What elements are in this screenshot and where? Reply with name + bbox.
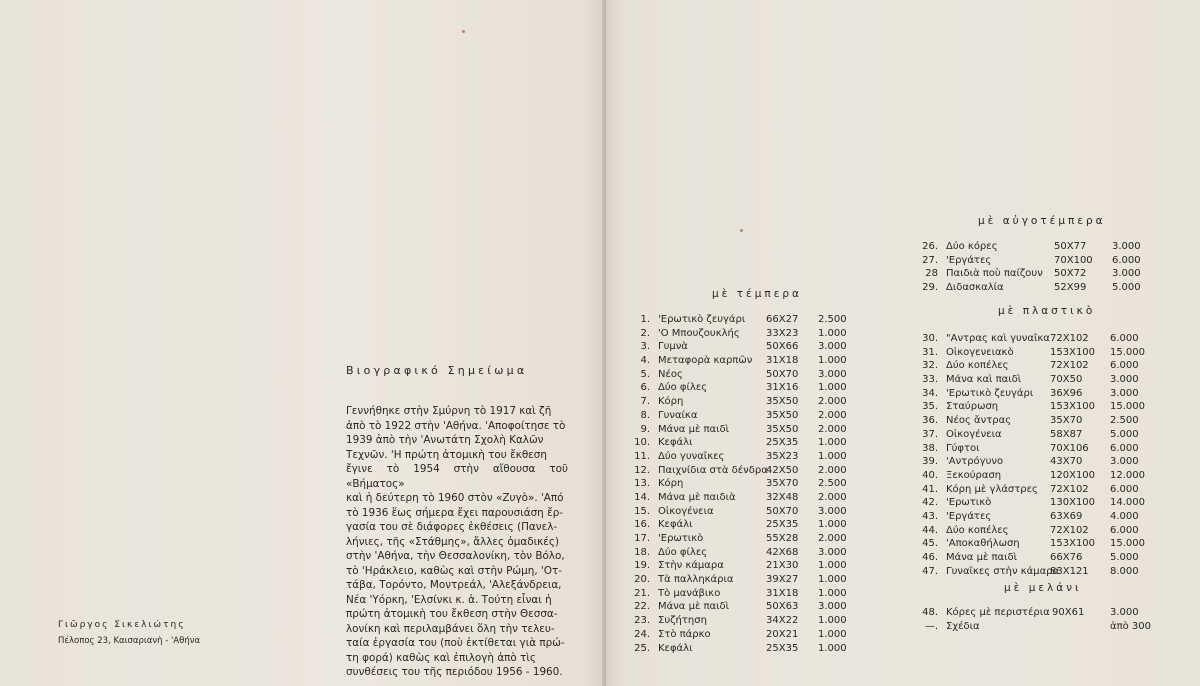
artwork-row xyxy=(914,414,1194,428)
artwork-title: Δύο φίλες xyxy=(658,382,708,394)
section-title-melani: μὲ μελάνι xyxy=(1004,582,1082,594)
artwork-row xyxy=(626,505,876,519)
artwork-price: 1.000 xyxy=(818,519,847,531)
artwork-title: Γυμνὰ xyxy=(658,341,688,353)
artwork-row xyxy=(626,395,876,409)
artwork-title: Παιχνίδια στὰ δένδρα xyxy=(658,464,768,476)
artwork-number: 17. xyxy=(634,533,650,544)
artwork-price: 2.500 xyxy=(1110,415,1139,427)
artwork-price: 1.000 xyxy=(818,327,847,339)
artwork-size: 50X66 xyxy=(766,341,799,353)
artwork-number: 7. xyxy=(640,396,650,408)
artwork-price: 4.000 xyxy=(1110,510,1139,522)
artwork-number: 31. xyxy=(922,346,938,358)
artwork-price: 2.000 xyxy=(818,423,847,435)
artwork-number: 16. xyxy=(634,519,650,531)
bio-line: πρώτη ἀτομικὴ του ἔκθεση στὴν Θεσσα- xyxy=(346,608,558,620)
artwork-size: 43X70 xyxy=(1050,456,1083,468)
section-title-tempera: μὲ τέμπερα xyxy=(712,288,802,300)
artwork-number: 44. xyxy=(922,524,938,536)
artwork-price: 1.000 xyxy=(818,560,847,572)
artwork-price: 12.000 xyxy=(1110,469,1145,481)
artwork-title: Τὸ μανάβικο xyxy=(658,587,721,599)
artwork-size: 35X23 xyxy=(766,450,799,462)
artwork-title: Μάνα καὶ παιδὶ xyxy=(946,374,1022,386)
artwork-row xyxy=(626,491,876,505)
artwork-number: 34. xyxy=(922,387,938,399)
artwork-size: 72X102 xyxy=(1050,333,1089,344)
artwork-row xyxy=(914,455,1194,469)
artwork-title: Στὸ πάρκο xyxy=(658,628,711,640)
bio-line: τάβα, Τορόντο, Μοντρεάλ, 'Αλεξάνδρεια, xyxy=(346,579,562,591)
artwork-number: 36. xyxy=(922,415,938,427)
artwork-title: Δύο κοπέλες xyxy=(946,524,1009,536)
artwork-number: 27. xyxy=(922,254,938,266)
artwork-price: 6.000 xyxy=(1110,442,1139,454)
artwork-size: 39X27 xyxy=(766,574,799,586)
artwork-price: 3.000 xyxy=(1110,456,1139,468)
artwork-title: Νέος xyxy=(658,368,683,380)
artwork-price: 2.000 xyxy=(818,491,847,503)
artwork-price: 5.000 xyxy=(1110,552,1139,563)
artwork-row xyxy=(626,409,876,423)
artwork-row xyxy=(626,477,876,491)
section-title-aftotempera: μὲ αὐγοτέμπερα xyxy=(978,215,1106,227)
artwork-title: 'Ερωτικὸ xyxy=(658,533,704,544)
artwork-number: 22. xyxy=(634,601,650,613)
ink-spot xyxy=(740,229,743,232)
artwork-title: 'Ερωτικὸ xyxy=(946,497,992,509)
artwork-size: 35X70 xyxy=(766,478,799,490)
bio-line: λονίκη καὶ περιλαμβάνει ὅλη τὴν τελευ- xyxy=(346,622,555,635)
artwork-price: 15.000 xyxy=(1110,401,1145,413)
artwork-row xyxy=(626,450,876,464)
artwork-number: 30. xyxy=(922,333,938,344)
artwork-number: 46. xyxy=(922,552,938,563)
artwork-price: 1.000 xyxy=(818,437,847,449)
artwork-row xyxy=(626,381,876,395)
artwork-number: 11. xyxy=(634,450,650,462)
artwork-size: 50X77 xyxy=(1054,241,1087,252)
artwork-title: Κεφάλι xyxy=(658,642,693,654)
artwork-row xyxy=(626,327,876,341)
bio-title: Βιογραφικό Σημείωμα xyxy=(346,364,528,377)
list-tempera xyxy=(626,313,876,655)
artwork-size: 72X102 xyxy=(1050,360,1089,372)
artwork-price: 6.000 xyxy=(1110,483,1139,495)
artwork-title: Δύο φίλες xyxy=(658,546,708,558)
artwork-price: 1.000 xyxy=(818,587,847,599)
artwork-row xyxy=(914,267,1184,281)
artwork-size: 35X70 xyxy=(1050,415,1083,427)
artwork-size: 72X102 xyxy=(1050,524,1089,536)
artwork-row xyxy=(626,614,876,628)
bio-line: λήνιες, τῆς «Στάθμης», ἄλλες ὁμαδικές) xyxy=(346,535,560,548)
artwork-number: 13. xyxy=(634,478,650,490)
artwork-title: 'Ερωτικὸ ζευγάρι xyxy=(946,387,1034,399)
artwork-number: 15. xyxy=(634,505,650,517)
artwork-title: Γυναῖκες στὴν κάμαρα xyxy=(946,565,1060,577)
artwork-number: 35. xyxy=(922,401,938,413)
artwork-number: 12. xyxy=(634,464,650,476)
artwork-number: 32. xyxy=(922,360,938,372)
artwork-row xyxy=(914,551,1194,565)
artwork-row xyxy=(914,281,1184,295)
artwork-number: 9. xyxy=(640,423,650,435)
artwork-number: 3. xyxy=(640,341,650,353)
artwork-size: 25X35 xyxy=(766,437,799,449)
artwork-size: 25X35 xyxy=(766,519,799,531)
artwork-price: 2.000 xyxy=(818,396,847,408)
artwork-price: 3.000 xyxy=(1112,268,1141,280)
artwork-price: 6.000 xyxy=(1112,254,1141,266)
artwork-price: 2.500 xyxy=(818,478,847,490)
artwork-size: 130X100 xyxy=(1050,497,1096,509)
artwork-number: 42. xyxy=(922,497,938,509)
artwork-size: 33X23 xyxy=(766,327,799,339)
artwork-title: Κόρη xyxy=(658,478,684,490)
artwork-row xyxy=(626,587,876,601)
artwork-number: 6. xyxy=(640,382,650,394)
artwork-size: 153X100 xyxy=(1050,401,1096,413)
artwork-title: Δύο γυναῖκες xyxy=(658,450,725,462)
artwork-price: 3.000 xyxy=(818,505,847,517)
author-address: Πέλοπος 23, Καισαριανὴ - 'Αθήνα xyxy=(58,636,201,646)
ink-spot xyxy=(462,30,465,33)
artwork-title: Σταύρωση xyxy=(946,401,999,413)
artwork-row xyxy=(626,340,876,354)
artwork-size: 70X50 xyxy=(1050,374,1083,386)
artwork-number: 48. xyxy=(922,607,938,618)
artwork-size: 25X35 xyxy=(766,642,799,654)
artwork-number: 40. xyxy=(922,469,938,481)
bio-line: συνθέσεις του τῆς περιόδου 1956 - 1960. xyxy=(346,666,563,678)
artwork-title: 'Ερωτικὸ ζευγάρι xyxy=(658,314,746,325)
artwork-price: 8.000 xyxy=(1110,565,1139,577)
artwork-row xyxy=(626,518,876,532)
bio-line: γασία του σὲ διάφορες ἐκθέσεις (Πανελ- xyxy=(346,521,558,533)
artwork-price: 14.000 xyxy=(1110,497,1145,509)
artwork-row xyxy=(914,620,1194,634)
artwork-row xyxy=(914,400,1194,414)
artwork-size: 21X30 xyxy=(766,560,799,572)
artwork-price: 1.000 xyxy=(818,450,847,462)
artwork-size: 31X18 xyxy=(766,355,799,367)
artwork-title: 'Εργάτες xyxy=(946,254,992,266)
artwork-number: 28 xyxy=(925,268,938,280)
bio-line: τὸ 'Ηράκλειο, καθὼς καὶ στὴν Ρώμη, 'Οτ- xyxy=(346,564,562,577)
artwork-size: 50X70 xyxy=(766,505,799,517)
artwork-size: 90X61 xyxy=(1052,607,1085,618)
artwork-size: 35X50 xyxy=(766,423,799,435)
artwork-price: 6.000 xyxy=(1110,333,1139,344)
bio-line: 1939 ἀπὸ τὴν 'Ανωτάτη Σχολὴ Καλῶν xyxy=(346,434,544,446)
artwork-price: 2.000 xyxy=(818,533,847,544)
artwork-price: 3.000 xyxy=(1112,241,1141,252)
artwork-number: 4. xyxy=(640,355,650,367)
artwork-number: 29. xyxy=(922,282,938,294)
artwork-title: Δύο κόρες xyxy=(946,241,998,252)
artwork-title: Οἰκογένεια xyxy=(946,428,1002,440)
artwork-price: 3.000 xyxy=(818,341,847,353)
bio-line: Νέα 'Υόρκη, 'Ελσίνκι κ. ἁ. Τούτη εἶναι ἡ xyxy=(346,593,552,606)
artwork-title: 'Αποκαθήλωση xyxy=(946,538,1020,550)
artwork-row xyxy=(914,469,1194,483)
artwork-title: Μάνα μὲ παιδὶ xyxy=(658,423,730,435)
artwork-number: 18. xyxy=(634,546,650,558)
artwork-number: 8. xyxy=(640,409,650,421)
artwork-size: 50X63 xyxy=(766,601,799,613)
artwork-number: 33. xyxy=(922,374,938,386)
artwork-title: Τὰ παλληκάρια xyxy=(658,574,734,586)
artwork-number: 38. xyxy=(922,442,938,454)
artwork-size: 32X48 xyxy=(766,491,799,503)
artwork-size: 50X70 xyxy=(766,368,799,380)
artwork-row xyxy=(914,537,1194,551)
artwork-size: 35X50 xyxy=(766,409,799,421)
artwork-row xyxy=(914,442,1194,456)
artwork-size: 153X100 xyxy=(1050,538,1096,550)
artwork-price: 3.000 xyxy=(818,601,847,613)
artwork-size: 66X76 xyxy=(1050,552,1083,563)
artwork-row xyxy=(914,373,1194,387)
artwork-title: Κόρη μὲ γλάστρες xyxy=(946,483,1038,495)
artwork-number: 21. xyxy=(634,587,650,599)
artwork-row xyxy=(626,368,876,382)
artwork-row xyxy=(626,464,876,478)
artwork-row xyxy=(914,428,1194,442)
artwork-title: Κεφάλι xyxy=(658,437,693,449)
artwork-number: 19. xyxy=(634,560,650,572)
artwork-title: Μεταφορὰ καρπῶν xyxy=(658,355,753,367)
artwork-row xyxy=(914,346,1194,360)
artwork-title: Οἰκογένεια xyxy=(658,505,714,517)
artwork-row xyxy=(914,240,1184,254)
bio-line: Τεχνῶν. 'Η πρώτη ἀτομικὴ του ἔκθεση xyxy=(346,448,547,461)
artwork-number: 20. xyxy=(634,574,650,586)
artwork-number: 37. xyxy=(922,428,938,440)
artwork-title: 'Αντρόγυνο xyxy=(946,456,1004,468)
artwork-title: Κόρες μὲ περιστέρια xyxy=(946,607,1050,618)
artwork-size: 42X50 xyxy=(766,464,799,476)
artwork-size: 72X102 xyxy=(1050,483,1089,495)
artwork-row xyxy=(914,606,1194,620)
artwork-row xyxy=(626,532,876,546)
bio-line: τὸ 1936 ἕως σήμερα ἔχει παρουσιάση ἔρ- xyxy=(346,506,564,519)
artwork-size: 35X50 xyxy=(766,396,799,408)
bio-line: ἔγινε τὸ 1954 στὴν αἴθουσα τοῦ «Βήματος» xyxy=(346,463,568,490)
artwork-size: 31X18 xyxy=(766,587,799,599)
artwork-size: 36X96 xyxy=(1050,387,1083,399)
artwork-price: 2.000 xyxy=(818,409,847,421)
artwork-title: Οἰκογενειακὸ xyxy=(946,346,1014,358)
artwork-title: Σχέδια xyxy=(946,620,980,632)
artwork-title: Παιδιὰ ποὺ παίζουν xyxy=(946,268,1043,280)
artwork-price: ἀπὸ 300 xyxy=(1110,620,1151,632)
artwork-size: 50X72 xyxy=(1054,268,1087,280)
artwork-price: 1.000 xyxy=(818,615,847,627)
artwork-number: 41. xyxy=(922,483,938,495)
artwork-number: 47. xyxy=(922,565,938,577)
artwork-number: 1. xyxy=(640,314,650,325)
artwork-price: 3.000 xyxy=(1110,607,1139,618)
artwork-price: 1.000 xyxy=(818,628,847,640)
artwork-row xyxy=(914,359,1194,373)
artwork-row xyxy=(626,313,876,327)
artwork-number: 26. xyxy=(922,241,938,252)
artwork-price: 1.000 xyxy=(818,382,847,394)
artwork-size: 70X106 xyxy=(1050,442,1089,454)
artwork-title: Γύφτοι xyxy=(946,442,980,454)
artwork-number: 43. xyxy=(922,510,938,522)
artwork-row xyxy=(626,573,876,587)
artwork-number: 24. xyxy=(634,628,650,640)
artwork-size: 63X69 xyxy=(1050,510,1083,522)
artwork-size: 66X27 xyxy=(766,314,799,325)
bio-line: στὴν 'Αθήνα, τὴν Θεσσαλονίκη, τὸν Βόλο, xyxy=(346,550,565,562)
list-melani xyxy=(914,606,1194,633)
artwork-number: 2. xyxy=(640,327,650,339)
artwork-price: 1.000 xyxy=(818,355,847,367)
artwork-price: 15.000 xyxy=(1110,538,1145,550)
bio-line: Γεννήθηκε στὴν Σμύρνη τὸ 1917 καὶ ζῆ xyxy=(346,405,552,417)
artwork-price: 6.000 xyxy=(1110,524,1139,536)
artwork-number: 23. xyxy=(634,615,650,627)
artwork-number: 5. xyxy=(640,368,650,380)
bio-line: καὶ ἡ δεύτερη τὸ 1960 στὸν «Ζυγὸ». 'Από xyxy=(346,492,564,504)
artwork-size: 34X22 xyxy=(766,615,799,627)
artwork-size: 31X16 xyxy=(766,382,799,394)
artwork-price: 3.000 xyxy=(1110,387,1139,399)
artwork-size: 58X87 xyxy=(1050,428,1083,440)
artwork-title: Κόρη xyxy=(658,396,684,408)
artwork-row xyxy=(914,387,1194,401)
artwork-size: 153X100 xyxy=(1050,346,1096,358)
artwork-row xyxy=(626,628,876,642)
artwork-number: —. xyxy=(924,620,938,632)
artwork-title: Νέος ἄντρας xyxy=(946,415,1012,427)
artwork-title: Στὴν κάμαρα xyxy=(658,560,724,572)
artwork-row xyxy=(914,483,1194,497)
artwork-row xyxy=(626,642,876,656)
artwork-size: 52X99 xyxy=(1054,282,1087,294)
artwork-row xyxy=(626,436,876,450)
artwork-number: 10. xyxy=(634,437,650,449)
artwork-price: 1.000 xyxy=(818,574,847,586)
bio-line: ταία ἐργασία του (ποὺ ἐκτίθεται γιὰ πρώ- xyxy=(346,637,565,649)
artwork-price: 5.000 xyxy=(1110,428,1139,440)
artwork-row xyxy=(626,546,876,560)
artwork-price: 1.000 xyxy=(818,642,847,654)
bio-line: ἀπὸ τὸ 1922 στὴν 'Αθήνα. 'Αποφοίτησε τὸ xyxy=(346,419,566,432)
artwork-size: 70X100 xyxy=(1054,254,1093,266)
artwork-title: Ξεκούραση xyxy=(946,469,1002,481)
artwork-price: 2.000 xyxy=(818,464,847,476)
artwork-size: 42X68 xyxy=(766,546,799,558)
artwork-price: 2.500 xyxy=(818,314,847,325)
author-name: Γιῶργος Σικελιώτης xyxy=(58,620,186,630)
artwork-row xyxy=(914,332,1194,346)
artwork-row xyxy=(626,354,876,368)
artwork-size: 120X100 xyxy=(1050,469,1096,481)
artwork-number: 25. xyxy=(634,642,650,654)
artwork-size: 55X28 xyxy=(766,533,799,544)
artwork-price: 3.000 xyxy=(818,368,847,380)
artwork-title: Δύο κοπέλες xyxy=(946,360,1009,372)
artwork-title: Κεφάλι xyxy=(658,519,693,531)
artwork-price: 15.000 xyxy=(1110,346,1145,358)
artwork-number: 14. xyxy=(634,491,650,503)
artwork-row xyxy=(914,565,1194,579)
artwork-row xyxy=(626,559,876,573)
artwork-title: "Αντρας καὶ γυναῖκα xyxy=(946,333,1050,344)
list-aftotempera xyxy=(914,240,1184,295)
section-title-plastiko: μὲ πλαστικὸ xyxy=(998,305,1096,317)
artwork-title: Διδασκαλία xyxy=(946,282,1004,294)
artwork-number: 39. xyxy=(922,456,938,468)
artwork-title: Μάνα μὲ παιδὶ xyxy=(946,552,1018,563)
artwork-size: 83X121 xyxy=(1050,565,1089,577)
artwork-title: 'Εργάτες xyxy=(946,510,992,522)
artwork-row xyxy=(626,600,876,614)
right-page xyxy=(606,0,1200,686)
artwork-row xyxy=(626,423,876,437)
artwork-number: 45. xyxy=(922,538,938,550)
artwork-title: Μάνα μὲ παιδὶ xyxy=(658,601,730,613)
artwork-price: 5.000 xyxy=(1112,282,1141,294)
list-plastiko xyxy=(914,332,1194,578)
bio-text xyxy=(346,404,568,680)
artwork-row xyxy=(914,524,1194,538)
artwork-title: Γυναίκα xyxy=(658,409,698,421)
artwork-price: 3.000 xyxy=(1110,374,1139,386)
artwork-price: 3.000 xyxy=(818,546,847,558)
artwork-title: 'Ο Μπουζουκλής xyxy=(658,327,740,339)
bio-line: τη φορά) καθὼς καὶ ἐπιλογὴ ἀπὸ τὶς xyxy=(346,651,536,664)
artwork-price: 6.000 xyxy=(1110,360,1139,372)
artwork-size: 20X21 xyxy=(766,628,799,640)
artwork-row xyxy=(914,254,1184,268)
artwork-row xyxy=(914,510,1194,524)
artwork-title: Μάνα μὲ παιδιὰ xyxy=(658,491,736,503)
artwork-title: Συζήτηση xyxy=(658,615,707,627)
artwork-row xyxy=(914,496,1194,510)
